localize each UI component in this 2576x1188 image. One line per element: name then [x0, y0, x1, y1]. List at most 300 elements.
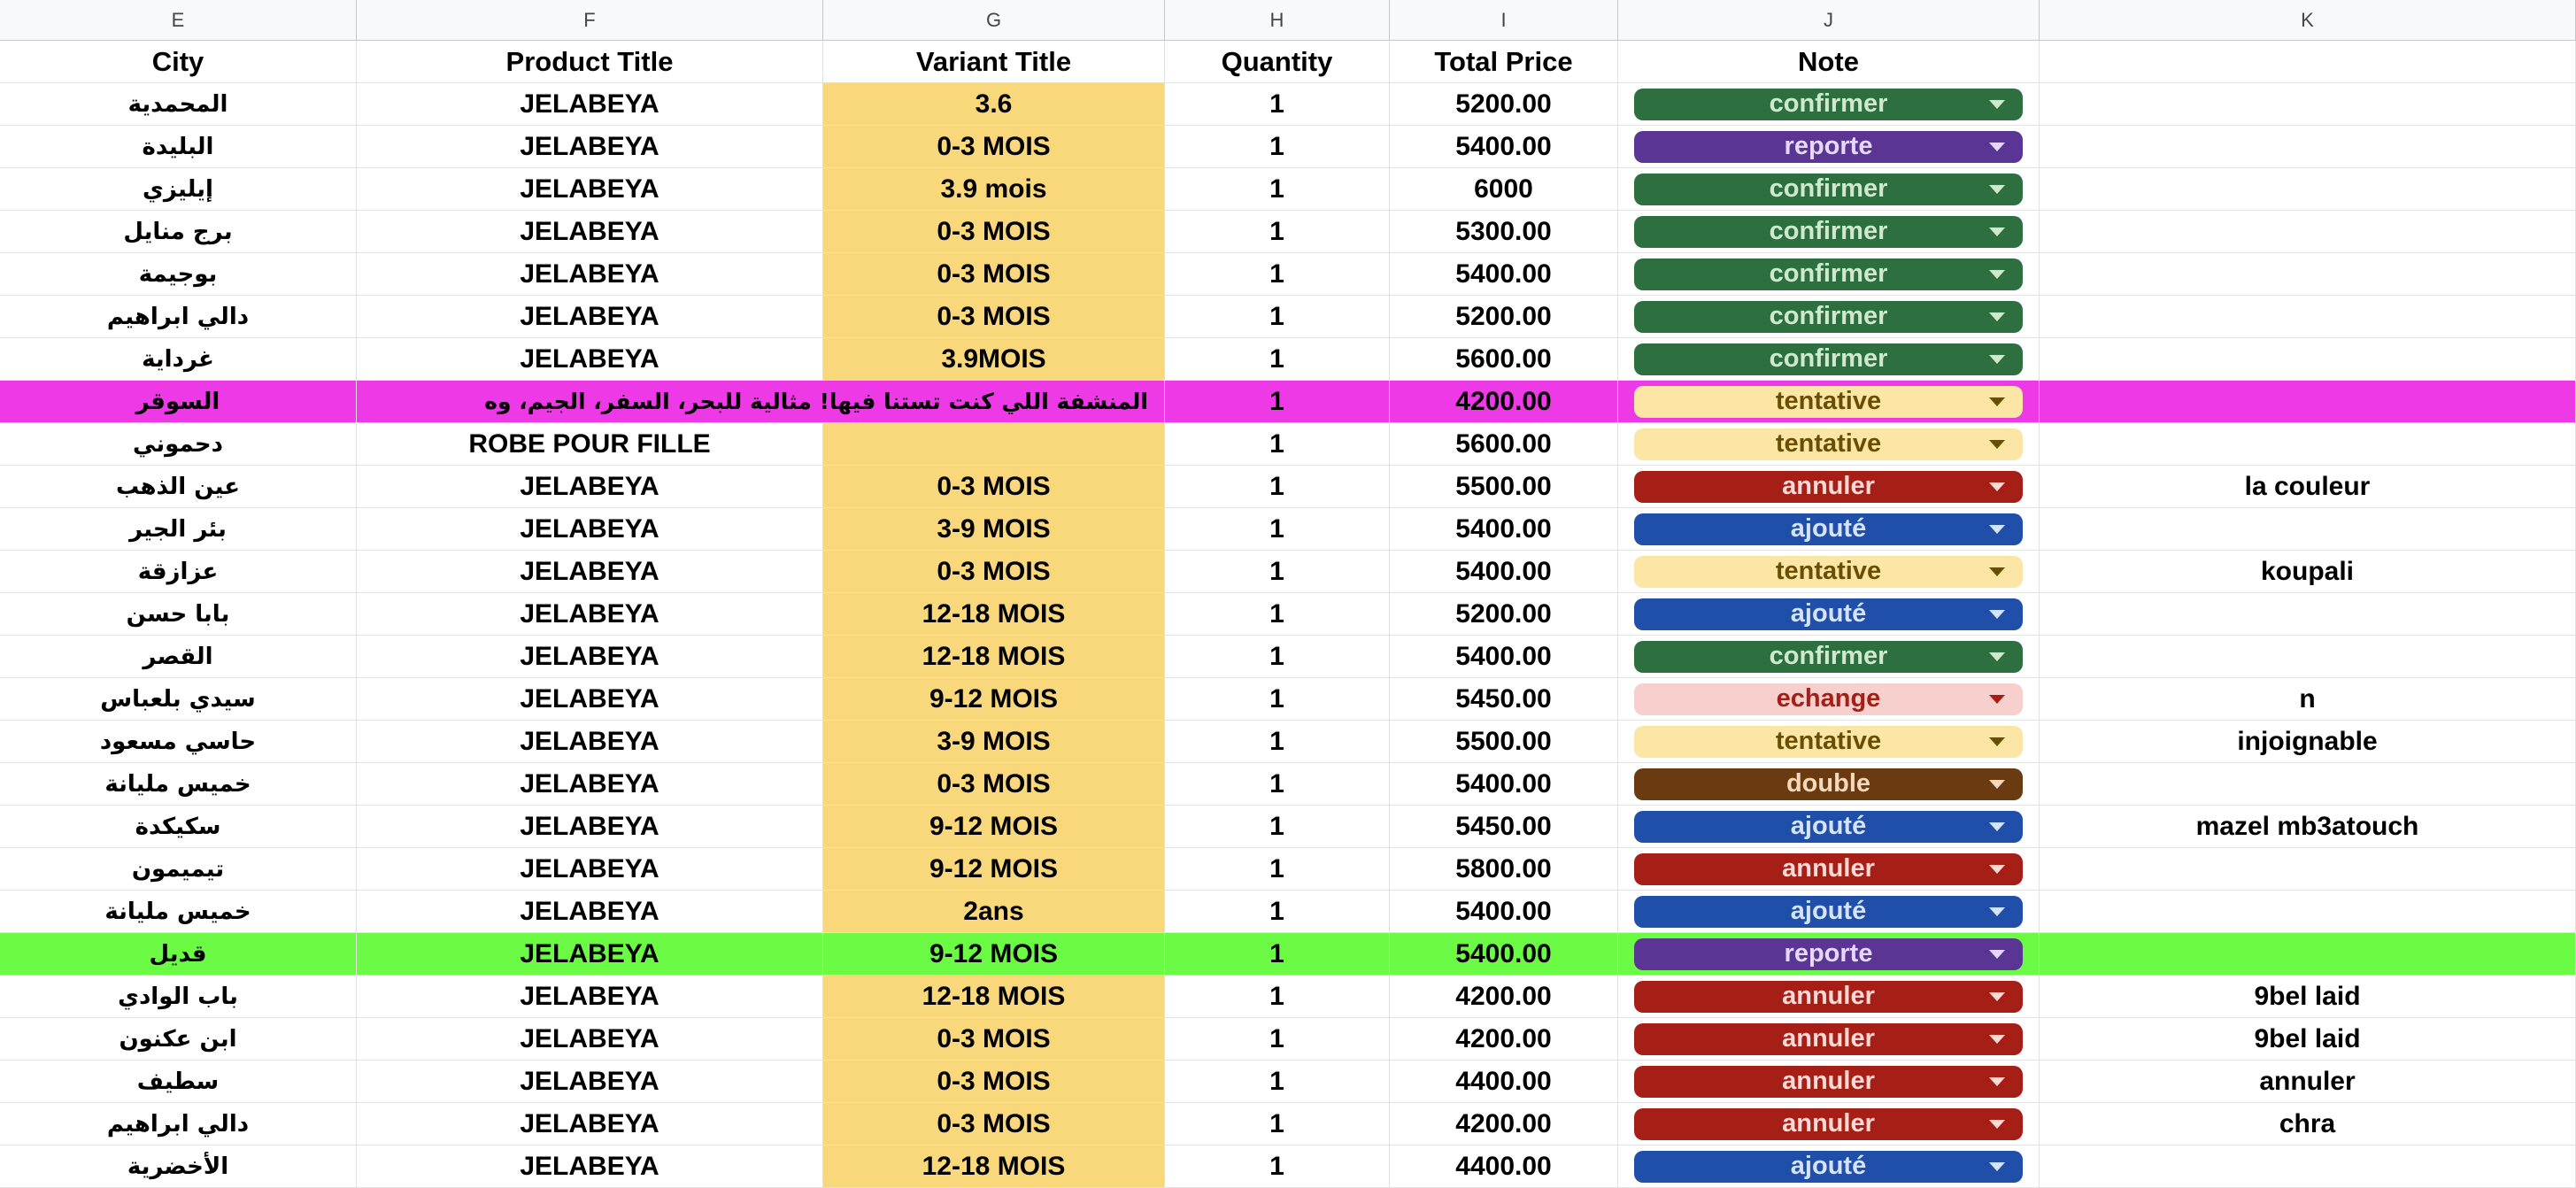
table-row	[0, 126, 2576, 168]
note-status-dropdown[interactable]	[1634, 216, 2023, 248]
extra-note-cell[interactable]: koupali	[2040, 551, 2576, 593]
total-price-cell[interactable]: 5300.00	[1390, 211, 1618, 253]
note-status-label: confirmer	[1769, 259, 1888, 288]
table-row	[0, 508, 2576, 551]
note-status-dropdown[interactable]	[1634, 1023, 2023, 1055]
variant-title-cell[interactable]: 9-12 MOIS	[823, 848, 1165, 891]
chevron-down-icon[interactable]	[1989, 780, 2005, 789]
note-status-label: confirmer	[1769, 344, 1888, 373]
note-status-dropdown[interactable]	[1634, 683, 2023, 715]
note-status-label: ajouté	[1790, 599, 1867, 628]
product-title-cell[interactable]: JELABEYA	[357, 678, 823, 721]
quantity-cell[interactable]: 1	[1165, 211, 1390, 253]
table-row	[0, 1018, 2576, 1061]
note-cell[interactable]	[1618, 253, 2040, 296]
note-status-label: ajouté	[1790, 812, 1867, 840]
header-product-title[interactable]: Product Title	[357, 41, 823, 83]
note-status-dropdown[interactable]	[1634, 726, 2023, 758]
quantity-cell[interactable]: 1	[1165, 1061, 1390, 1103]
quantity-cell[interactable]: 1	[1165, 636, 1390, 678]
column-header-f[interactable]: F	[357, 0, 823, 41]
quantity-cell[interactable]: 1	[1165, 1146, 1390, 1188]
note-status-dropdown[interactable]	[1634, 981, 2023, 1013]
table-row	[0, 806, 2576, 848]
quantity-cell[interactable]: 1	[1165, 806, 1390, 848]
city-cell[interactable]: بابا حسن	[0, 593, 357, 636]
note-status-label: confirmer	[1769, 89, 1888, 118]
column-header-i[interactable]: I	[1390, 0, 1618, 41]
variant-title-cell[interactable]: 9-12 MOIS	[823, 678, 1165, 721]
variant-title-cell[interactable]: 3.6	[823, 83, 1165, 126]
extra-note-cell[interactable]	[2040, 1146, 2576, 1188]
note-cell[interactable]	[1618, 466, 2040, 508]
table-row	[0, 763, 2576, 806]
variant-title-cell[interactable]: 3.9MOIS	[823, 338, 1165, 381]
note-status-label: annuler	[1782, 1067, 1875, 1095]
variant-title-cell[interactable]: 9-12 MOIS	[823, 933, 1165, 976]
city-cell[interactable]: سكيكدة	[0, 806, 357, 848]
product-title-cell[interactable]: JELABEYA	[357, 976, 823, 1018]
city-cell[interactable]: بئر الجير	[0, 508, 357, 551]
note-status-label: confirmer	[1769, 217, 1888, 245]
variant-title-cell[interactable]: 0-3 MOIS	[823, 466, 1165, 508]
note-cell[interactable]	[1618, 976, 2040, 1018]
table-row	[0, 1061, 2576, 1103]
extra-note-cell[interactable]	[2040, 83, 2576, 126]
chevron-down-icon[interactable]	[1989, 695, 2005, 704]
total-price-cell[interactable]: 5400.00	[1390, 763, 1618, 806]
table-row	[0, 1103, 2576, 1146]
total-price-cell[interactable]: 5400.00	[1390, 253, 1618, 296]
city-cell[interactable]: حاسي مسعود	[0, 721, 357, 763]
quantity-cell[interactable]: 1	[1165, 338, 1390, 381]
quantity-cell[interactable]: 1	[1165, 168, 1390, 211]
note-status-label: echange	[1776, 684, 1881, 713]
extra-note-cell[interactable]	[2040, 891, 2576, 933]
city-cell[interactable]: غرداية	[0, 338, 357, 381]
note-cell[interactable]	[1618, 423, 2040, 466]
product-title-cell[interactable]: JELABEYA	[357, 763, 823, 806]
note-cell[interactable]	[1618, 636, 2040, 678]
chevron-down-icon[interactable]	[1989, 143, 2005, 151]
extra-note-cell[interactable]	[2040, 593, 2576, 636]
chevron-down-icon[interactable]	[1989, 1120, 2005, 1129]
total-price-cell[interactable]: 5200.00	[1390, 296, 1618, 338]
note-status-dropdown[interactable]	[1634, 258, 2023, 290]
extra-note-cell[interactable]	[2040, 508, 2576, 551]
chevron-down-icon[interactable]	[1989, 525, 2005, 534]
note-status-label: double	[1785, 769, 1871, 798]
quantity-cell[interactable]: 1	[1165, 296, 1390, 338]
city-cell[interactable]: البليدة	[0, 126, 357, 168]
chevron-down-icon[interactable]	[1989, 270, 2005, 279]
total-price-cell[interactable]: 4200.00	[1390, 976, 1618, 1018]
product-title-cell[interactable]: JELABEYA	[357, 211, 823, 253]
variant-title-cell[interactable]: 12-18 MOIS	[823, 1146, 1165, 1188]
quantity-cell[interactable]: 1	[1165, 423, 1390, 466]
city-cell[interactable]: إيليزي	[0, 168, 357, 211]
extra-note-cell[interactable]: 9bel laid	[2040, 1018, 2576, 1061]
quantity-cell[interactable]: 1	[1165, 381, 1390, 423]
chevron-down-icon[interactable]	[1989, 1077, 2005, 1086]
note-status-dropdown[interactable]	[1634, 343, 2023, 375]
note-cell[interactable]	[1618, 338, 2040, 381]
note-cell[interactable]	[1618, 126, 2040, 168]
note-status-dropdown[interactable]	[1634, 556, 2023, 588]
variant-title-cell[interactable]: 0-3 MOIS	[823, 211, 1165, 253]
quantity-cell[interactable]: 1	[1165, 721, 1390, 763]
table-row	[0, 1146, 2576, 1188]
note-cell[interactable]	[1618, 381, 2040, 423]
header-variant-title[interactable]: Variant Title	[823, 41, 1165, 83]
note-cell[interactable]	[1618, 763, 2040, 806]
product-title-cell[interactable]: JELABEYA	[357, 253, 823, 296]
product-title-cell[interactable]: JELABEYA	[357, 1103, 823, 1146]
note-cell[interactable]	[1618, 891, 2040, 933]
product-title-cell[interactable]: JELABEYA	[357, 508, 823, 551]
variant-title-cell[interactable]: 3.9 mois	[823, 168, 1165, 211]
note-status-label: annuler	[1782, 1109, 1875, 1138]
note-cell[interactable]	[1618, 806, 2040, 848]
note-status-dropdown[interactable]	[1634, 174, 2023, 205]
quantity-cell[interactable]: 1	[1165, 1018, 1390, 1061]
note-status-dropdown[interactable]	[1634, 513, 2023, 545]
extra-note-cell[interactable]	[2040, 763, 2576, 806]
chevron-down-icon[interactable]	[1989, 482, 2005, 491]
variant-title-cell[interactable]: 12-18 MOIS	[823, 976, 1165, 1018]
note-cell[interactable]	[1618, 678, 2040, 721]
column-header-g[interactable]: G	[823, 0, 1165, 41]
chevron-down-icon[interactable]	[1989, 822, 2005, 831]
note-status-label: reporte	[1784, 939, 1873, 968]
variant-title-cell[interactable]: 3-9 MOIS	[823, 721, 1165, 763]
column-header-bar	[0, 0, 2576, 41]
product-title-cell[interactable]: JELABEYA	[357, 891, 823, 933]
variant-title-cell[interactable]: 3-9 MOIS	[823, 508, 1165, 551]
chevron-down-icon[interactable]	[1989, 1162, 2005, 1171]
note-status-label: confirmer	[1769, 174, 1888, 203]
note-cell[interactable]	[1618, 848, 2040, 891]
variant-title-cell[interactable]: 12-18 MOIS	[823, 593, 1165, 636]
city-cell[interactable]: ابن عكنون	[0, 1018, 357, 1061]
chevron-down-icon[interactable]	[1989, 737, 2005, 746]
note-status-dropdown[interactable]	[1634, 896, 2023, 928]
note-cell[interactable]	[1618, 296, 2040, 338]
variant-title-cell[interactable]: 0-3 MOIS	[823, 1018, 1165, 1061]
total-price-cell[interactable]: 5800.00	[1390, 848, 1618, 891]
header-k[interactable]	[2040, 41, 2576, 83]
city-cell[interactable]: خميس مليانة	[0, 763, 357, 806]
note-cell[interactable]	[1618, 721, 2040, 763]
extra-note-cell[interactable]	[2040, 211, 2576, 253]
product-title-cell[interactable]: JELABEYA	[357, 168, 823, 211]
note-status-dropdown[interactable]	[1634, 471, 2023, 503]
note-cell[interactable]	[1618, 933, 2040, 976]
variant-title-cell[interactable]: 0-3 MOIS	[823, 1103, 1165, 1146]
note-status-dropdown[interactable]	[1634, 131, 2023, 163]
city-cell[interactable]: دحموني	[0, 423, 357, 466]
extra-note-cell[interactable]: annuler	[2040, 1061, 2576, 1103]
total-price-cell[interactable]: 5400.00	[1390, 891, 1618, 933]
note-cell[interactable]	[1618, 1018, 2040, 1061]
table-row	[0, 168, 2576, 211]
table-row	[0, 211, 2576, 253]
product-title-cell[interactable]: JELABEYA	[357, 1018, 823, 1061]
quantity-cell[interactable]: 1	[1165, 551, 1390, 593]
quantity-cell[interactable]: 1	[1165, 466, 1390, 508]
city-cell[interactable]: دالي ابراهيم	[0, 1103, 357, 1146]
table-row	[0, 678, 2576, 721]
total-price-cell[interactable]: 4200.00	[1390, 381, 1618, 423]
header-quantity[interactable]: Quantity	[1165, 41, 1390, 83]
variant-title-cell[interactable]: 0-3 MOIS	[823, 253, 1165, 296]
city-cell[interactable]: عين الذهب	[0, 466, 357, 508]
product-title-cell[interactable]: JELABEYA	[357, 296, 823, 338]
chevron-down-icon[interactable]	[1989, 1035, 2005, 1044]
product-title-cell[interactable]: المنشفة اللي كنت تستنا فيها! مثالية للبحر، السفر، الجيم، وه	[357, 381, 1165, 423]
total-price-cell[interactable]: 5200.00	[1390, 83, 1618, 126]
note-status-label: confirmer	[1769, 642, 1888, 670]
quantity-cell[interactable]: 1	[1165, 976, 1390, 1018]
variant-title-cell[interactable]: 0-3 MOIS	[823, 296, 1165, 338]
note-cell[interactable]	[1618, 168, 2040, 211]
extra-note-cell[interactable]	[2040, 296, 2576, 338]
extra-note-cell[interactable]: mazel mb3atouch	[2040, 806, 2576, 848]
table-row	[0, 338, 2576, 381]
product-title-cell[interactable]: JELABEYA	[357, 126, 823, 168]
chevron-down-icon[interactable]	[1989, 992, 2005, 1001]
quantity-cell[interactable]: 1	[1165, 508, 1390, 551]
product-title-cell[interactable]: JELABEYA	[357, 466, 823, 508]
column-header-k[interactable]: K	[2040, 0, 2576, 41]
city-cell[interactable]: بوجيمة	[0, 253, 357, 296]
total-price-cell[interactable]: 4400.00	[1390, 1061, 1618, 1103]
total-price-cell[interactable]: 5400.00	[1390, 508, 1618, 551]
total-price-cell[interactable]: 5400.00	[1390, 126, 1618, 168]
total-price-cell[interactable]: 5400.00	[1390, 551, 1618, 593]
chevron-down-icon[interactable]	[1989, 440, 2005, 449]
total-price-cell[interactable]: 4200.00	[1390, 1103, 1618, 1146]
note-status-dropdown[interactable]	[1634, 853, 2023, 885]
chevron-down-icon[interactable]	[1989, 312, 2005, 321]
city-cell[interactable]: المحمدية	[0, 83, 357, 126]
total-price-cell[interactable]: 5400.00	[1390, 636, 1618, 678]
quantity-cell[interactable]: 1	[1165, 593, 1390, 636]
chevron-down-icon[interactable]	[1989, 100, 2005, 109]
product-title-cell[interactable]: JELABEYA	[357, 721, 823, 763]
quantity-cell[interactable]: 1	[1165, 891, 1390, 933]
total-price-cell[interactable]: 5500.00	[1390, 466, 1618, 508]
note-status-label: tentative	[1775, 387, 1882, 415]
total-price-cell[interactable]: 5200.00	[1390, 593, 1618, 636]
chevron-down-icon[interactable]	[1989, 567, 2005, 576]
header-total-price[interactable]: Total Price	[1390, 41, 1618, 83]
product-title-cell[interactable]: JELABEYA	[357, 933, 823, 976]
note-status-label: confirmer	[1769, 302, 1888, 330]
note-cell[interactable]	[1618, 1146, 2040, 1188]
product-title-cell[interactable]: JELABEYA	[357, 593, 823, 636]
extra-note-cell[interactable]	[2040, 848, 2576, 891]
note-status-dropdown[interactable]	[1634, 386, 2023, 418]
note-status-dropdown[interactable]	[1634, 89, 2023, 120]
city-cell[interactable]: خميس مليانة	[0, 891, 357, 933]
table-row	[0, 253, 2576, 296]
quantity-cell[interactable]: 1	[1165, 848, 1390, 891]
table-row	[0, 83, 2576, 126]
extra-note-cell[interactable]	[2040, 381, 2576, 423]
city-cell[interactable]: القصر	[0, 636, 357, 678]
variant-title-cell[interactable]: 0-3 MOIS	[823, 551, 1165, 593]
note-status-label: reporte	[1784, 132, 1873, 160]
table-row	[0, 381, 2576, 423]
note-status-dropdown[interactable]	[1634, 598, 2023, 630]
city-cell[interactable]: السوقر	[0, 381, 357, 423]
city-cell[interactable]: دالي ابراهيم	[0, 296, 357, 338]
quantity-cell[interactable]: 1	[1165, 83, 1390, 126]
note-status-dropdown[interactable]	[1634, 1066, 2023, 1098]
product-title-cell[interactable]: JELABEYA	[357, 1146, 823, 1188]
quantity-cell[interactable]: 1	[1165, 933, 1390, 976]
extra-note-cell[interactable]: la couleur	[2040, 466, 2576, 508]
city-cell[interactable]: قديل	[0, 933, 357, 976]
city-cell[interactable]: سطيف	[0, 1061, 357, 1103]
header-city[interactable]: City	[0, 41, 357, 83]
extra-note-cell[interactable]	[2040, 253, 2576, 296]
total-price-cell[interactable]: 5600.00	[1390, 338, 1618, 381]
city-cell[interactable]: برج منايل	[0, 211, 357, 253]
quantity-cell[interactable]: 1	[1165, 126, 1390, 168]
variant-title-cell[interactable]: 9-12 MOIS	[823, 806, 1165, 848]
note-status-label: tentative	[1775, 557, 1882, 585]
note-cell[interactable]	[1618, 593, 2040, 636]
extra-note-cell[interactable]	[2040, 933, 2576, 976]
note-status-label: annuler	[1782, 982, 1875, 1010]
total-price-cell[interactable]: 5600.00	[1390, 423, 1618, 466]
chevron-down-icon[interactable]	[1989, 865, 2005, 874]
extra-note-cell[interactable]	[2040, 423, 2576, 466]
table-row	[0, 933, 2576, 976]
note-status-label: annuler	[1782, 1024, 1875, 1053]
extra-note-cell[interactable]	[2040, 168, 2576, 211]
chevron-down-icon[interactable]	[1989, 355, 2005, 364]
total-price-cell[interactable]: 4200.00	[1390, 1018, 1618, 1061]
note-status-dropdown[interactable]	[1634, 938, 2023, 970]
quantity-cell[interactable]: 1	[1165, 763, 1390, 806]
note-status-label: annuler	[1782, 854, 1875, 883]
table-row	[0, 551, 2576, 593]
quantity-cell[interactable]: 1	[1165, 253, 1390, 296]
product-title-cell[interactable]: JELABEYA	[357, 1061, 823, 1103]
city-cell[interactable]: باب الوادي	[0, 976, 357, 1018]
note-status-dropdown[interactable]	[1634, 1151, 2023, 1183]
column-header-h[interactable]: H	[1165, 0, 1390, 41]
extra-note-cell[interactable]: injoignable	[2040, 721, 2576, 763]
variant-title-cell[interactable]	[823, 423, 1165, 466]
chevron-down-icon[interactable]	[1989, 610, 2005, 619]
note-cell[interactable]	[1618, 508, 2040, 551]
note-status-dropdown[interactable]	[1634, 811, 2023, 843]
total-price-cell[interactable]: 5450.00	[1390, 806, 1618, 848]
product-title-cell[interactable]: JELABEYA	[357, 636, 823, 678]
table-row	[0, 721, 2576, 763]
note-cell[interactable]	[1618, 1061, 2040, 1103]
note-status-label: annuler	[1782, 472, 1875, 500]
city-cell[interactable]: سيدي بلعباس	[0, 678, 357, 721]
total-price-cell[interactable]: 5400.00	[1390, 933, 1618, 976]
product-title-cell[interactable]: JELABEYA	[357, 848, 823, 891]
note-cell[interactable]	[1618, 211, 2040, 253]
note-status-dropdown[interactable]	[1634, 1108, 2023, 1140]
note-status-label: ajouté	[1790, 1152, 1867, 1180]
total-price-cell[interactable]: 5450.00	[1390, 678, 1618, 721]
product-title-cell[interactable]: JELABEYA	[357, 806, 823, 848]
note-status-dropdown[interactable]	[1634, 428, 2023, 460]
extra-note-cell[interactable]: chra	[2040, 1103, 2576, 1146]
product-title-cell[interactable]: JELABEYA	[357, 338, 823, 381]
header-note[interactable]: Note	[1618, 41, 2040, 83]
table-row	[0, 466, 2576, 508]
extra-note-cell[interactable]	[2040, 636, 2576, 678]
table-row	[0, 593, 2576, 636]
table-row	[0, 848, 2576, 891]
note-status-label: tentative	[1775, 727, 1882, 755]
note-cell[interactable]	[1618, 1103, 2040, 1146]
total-price-cell[interactable]: 4400.00	[1390, 1146, 1618, 1188]
chevron-down-icon[interactable]	[1989, 652, 2005, 661]
chevron-down-icon[interactable]	[1989, 907, 2005, 916]
city-cell[interactable]: تيميمون	[0, 848, 357, 891]
note-cell[interactable]	[1618, 551, 2040, 593]
quantity-cell[interactable]: 1	[1165, 1103, 1390, 1146]
city-cell[interactable]: عزازقة	[0, 551, 357, 593]
extra-note-cell[interactable]: n	[2040, 678, 2576, 721]
total-price-cell[interactable]: 6000	[1390, 168, 1618, 211]
extra-note-cell[interactable]: 9bel laid	[2040, 976, 2576, 1018]
chevron-down-icon[interactable]	[1989, 950, 2005, 959]
variant-title-cell[interactable]: 0-3 MOIS	[823, 126, 1165, 168]
variant-title-cell[interactable]: 12-18 MOIS	[823, 636, 1165, 678]
header-row	[0, 41, 2576, 83]
variant-title-cell[interactable]: 0-3 MOIS	[823, 1061, 1165, 1103]
chevron-down-icon[interactable]	[1989, 397, 2005, 406]
table-row	[0, 636, 2576, 678]
quantity-cell[interactable]: 1	[1165, 678, 1390, 721]
total-price-cell[interactable]: 5500.00	[1390, 721, 1618, 763]
variant-title-cell[interactable]: 0-3 MOIS	[823, 763, 1165, 806]
extra-note-cell[interactable]	[2040, 126, 2576, 168]
product-title-cell[interactable]: JELABEYA	[357, 551, 823, 593]
table-row	[0, 296, 2576, 338]
chevron-down-icon[interactable]	[1989, 228, 2005, 236]
table-row	[0, 423, 2576, 466]
extra-note-cell[interactable]	[2040, 338, 2576, 381]
note-status-label: tentative	[1775, 429, 1882, 458]
column-header-e[interactable]: E	[0, 0, 357, 41]
note-cell[interactable]	[1618, 83, 2040, 126]
note-status-dropdown[interactable]	[1634, 301, 2023, 333]
note-status-dropdown[interactable]	[1634, 768, 2023, 800]
table-row	[0, 891, 2576, 933]
product-title-cell[interactable]: ROBE POUR FILLE	[357, 423, 823, 466]
variant-title-cell[interactable]: 2ans	[823, 891, 1165, 933]
note-status-label: ajouté	[1790, 514, 1867, 543]
city-cell[interactable]: الأخضرية	[0, 1146, 357, 1188]
product-title-cell[interactable]: JELABEYA	[357, 83, 823, 126]
table-row	[0, 976, 2576, 1018]
chevron-down-icon[interactable]	[1989, 185, 2005, 194]
column-header-j[interactable]: J	[1618, 0, 2040, 41]
note-status-dropdown[interactable]	[1634, 641, 2023, 673]
